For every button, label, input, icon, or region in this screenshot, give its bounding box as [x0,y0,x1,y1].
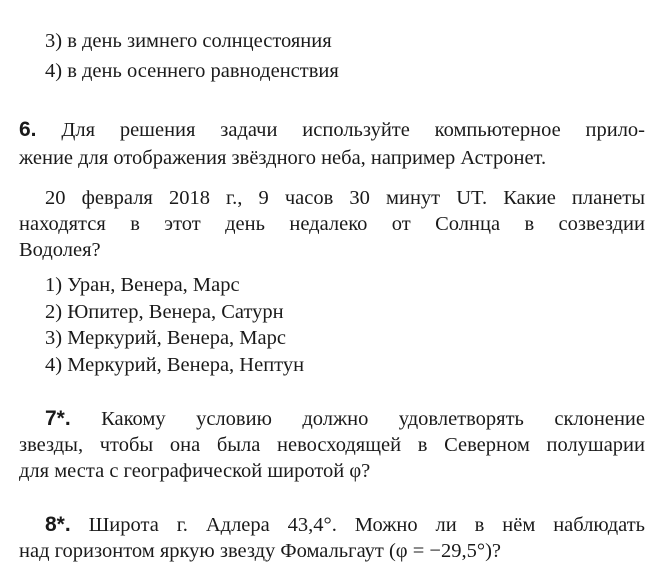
task-7-line-2: звезды, чтобы она была невосходящей в Северном полушарии [19,434,645,456]
task-8-line-1 [45,512,645,538]
task-6-option-1: 1) Уран, Венера, Марс [45,274,240,296]
task-7-line-1 [45,406,645,432]
task-8-text-1: Широта г. Адлера 43,4°. Можно ли в нём наблюдать [88,514,645,536]
task-7-number: 7*. [45,407,71,430]
task-6-option-2: 2) Юпитер, Венера, Сатурн [45,301,284,323]
task-6-option-4: 4) Меркурий, Венера, Нептун [45,354,305,376]
task-7-line-3: для места с географической широтой φ? [19,460,371,482]
prev-option-3: 3) в день зимнего солнцестояния [45,30,332,52]
task-6-number: 6. [19,118,37,141]
task-6-intro-line-1 [19,117,645,143]
task-6-intro-line-2: жение для отображения звёздного неба, например Астронет. [19,147,547,169]
task-6-intro-text-1: Для решения задачи используйте компьютерное прило- [61,119,646,141]
task-6-question-line-1: 20 февраля 2018 г., 9 часов 30 минут UT. Какие планеты [45,187,645,209]
prev-option-4: 4) в день осеннего равноденствия [45,60,339,82]
task-6-question-line-3: Водолея? [19,239,101,261]
task-8-line-2: над горизонтом яркую звезду Фомальгаут (φ = −29,5°)? [19,540,501,562]
task-6-question-line-2: находятся в этот день недалеко от Солнца в созвездии [19,213,645,235]
task-6-option-3: 3) Меркурий, Венера, Марс [45,327,286,349]
task-8-number: 8*. [45,513,71,536]
task-7-text-1: Какому условию должно удовлетворять склонение [101,408,645,430]
